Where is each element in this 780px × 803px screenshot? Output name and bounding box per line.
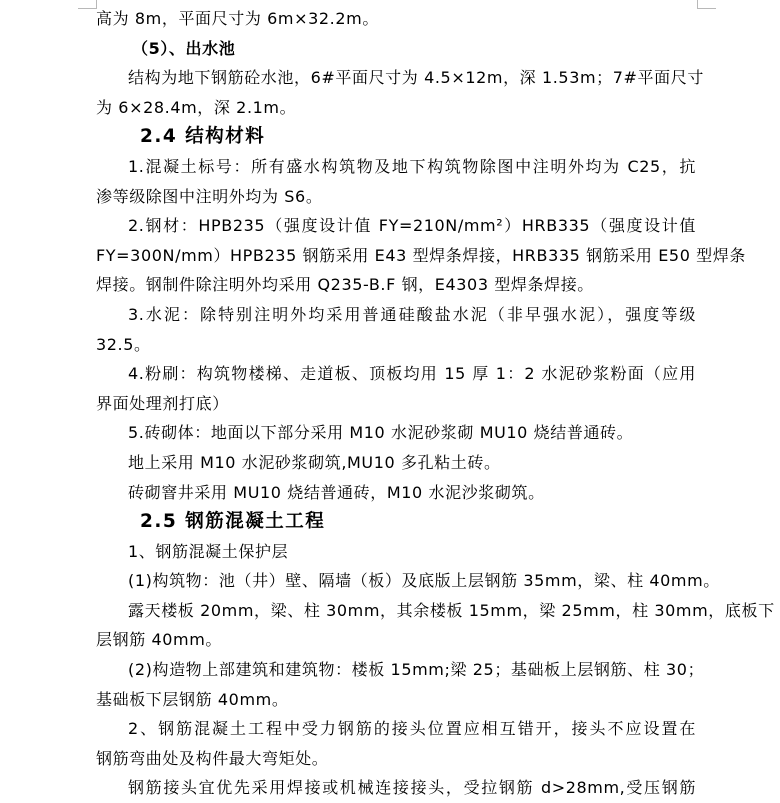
paragraph-line: 钢筋弯曲处及构件最大弯矩处。 [96, 748, 329, 768]
paragraph-line: 1、钢筋混凝土保护层 [128, 541, 289, 561]
paragraph-line: 露天楼板 20mm，梁、柱 30mm，其余楼板 15mm，梁 25mm，柱 30mm，底板下 [128, 600, 775, 620]
paragraph-line: 界面处理剂打底） [96, 393, 229, 413]
section-subheading: （5）、出水池 [132, 38, 236, 58]
paragraph-line: 地上采用 M10 水泥砂浆砌筑,MU10 多孔粘土砖。 [128, 452, 501, 472]
section-heading: 2.5 钢筋混凝土工程 [140, 511, 326, 533]
section-heading: 2.4 结构材料 [140, 126, 266, 148]
paragraph-line: 焊接。钢制件除注明外均采用 Q235-B.F 钢，E4303 型焊条焊接。 [96, 275, 594, 295]
paragraph-line: 层钢筋 40mm。 [96, 630, 223, 650]
paragraph-line: 渗等级除图中注明外均为 S6。 [96, 186, 323, 206]
paragraph-line: (1)构筑物：池（井）壁、隔墙（板）及底版上层钢筋 35mm，梁、柱 40mm。 [128, 571, 720, 591]
margin-corner-mark [697, 0, 716, 9]
paragraph-line: 基础板下层钢筋 40mm。 [96, 689, 289, 709]
paragraph-line: 结构为地下钢筋砼水池，6#平面尺寸为 4.5×12m，深 1.53m；7#平面尺寸 [128, 68, 704, 88]
paragraph-line: 1.混凝土标号：所有盛水构筑物及地下构筑物除图中注明外均为 C25，抗 [128, 156, 696, 176]
paragraph-line: 2.钢材：HPB235（强度设计值 FY=210N/mm²）HRB335（强度设计值 [128, 216, 696, 236]
margin-corner-mark [78, 0, 97, 9]
paragraph-line: (2)构造物上部建筑和建筑物：楼板 15mm;梁 25；基础板上层钢筋、柱 30； [128, 660, 705, 680]
paragraph-line: FY=300N/mm）HPB235 钢筋采用 E43 型焊条焊接，HRB335 钢筋采用 E50 型焊条 [96, 245, 746, 265]
paragraph-line: 3.水泥：除特别注明外均采用普通硅酸盐水泥（非早强水泥），强度等级 [128, 304, 696, 324]
paragraph-line: 砖砌窨井采用 MU10 烧结普通砖，M10 水泥沙浆砌筑。 [128, 482, 545, 502]
paragraph-line: 为 6×28.4m，深 2.1m。 [96, 97, 297, 117]
paragraph-line: 2、钢筋混凝土工程中受力钢筋的接头位置应相互错开，接头不应设置在 [128, 719, 696, 739]
document-body [96, 4, 775, 803]
paragraph-line: 4.粉刷：构筑物楼梯、走道板、顶板均用 15 厚 1：2 水泥砂浆粉面（应用 [128, 364, 696, 384]
paragraph-line: 5.砖砌体：地面以下部分采用 M10 水泥砂浆砌 MU10 烧结普通砖。 [128, 423, 634, 443]
paragraph-line: 高为 8m，平面尺寸为 6m×32.2m。 [96, 9, 379, 28]
paragraph-line: 32.5。 [96, 334, 151, 354]
paragraph-line: 钢筋接头宜优先采用焊接或机械连接接头，受拉钢筋 d>28mm,受压钢筋 [128, 778, 696, 798]
